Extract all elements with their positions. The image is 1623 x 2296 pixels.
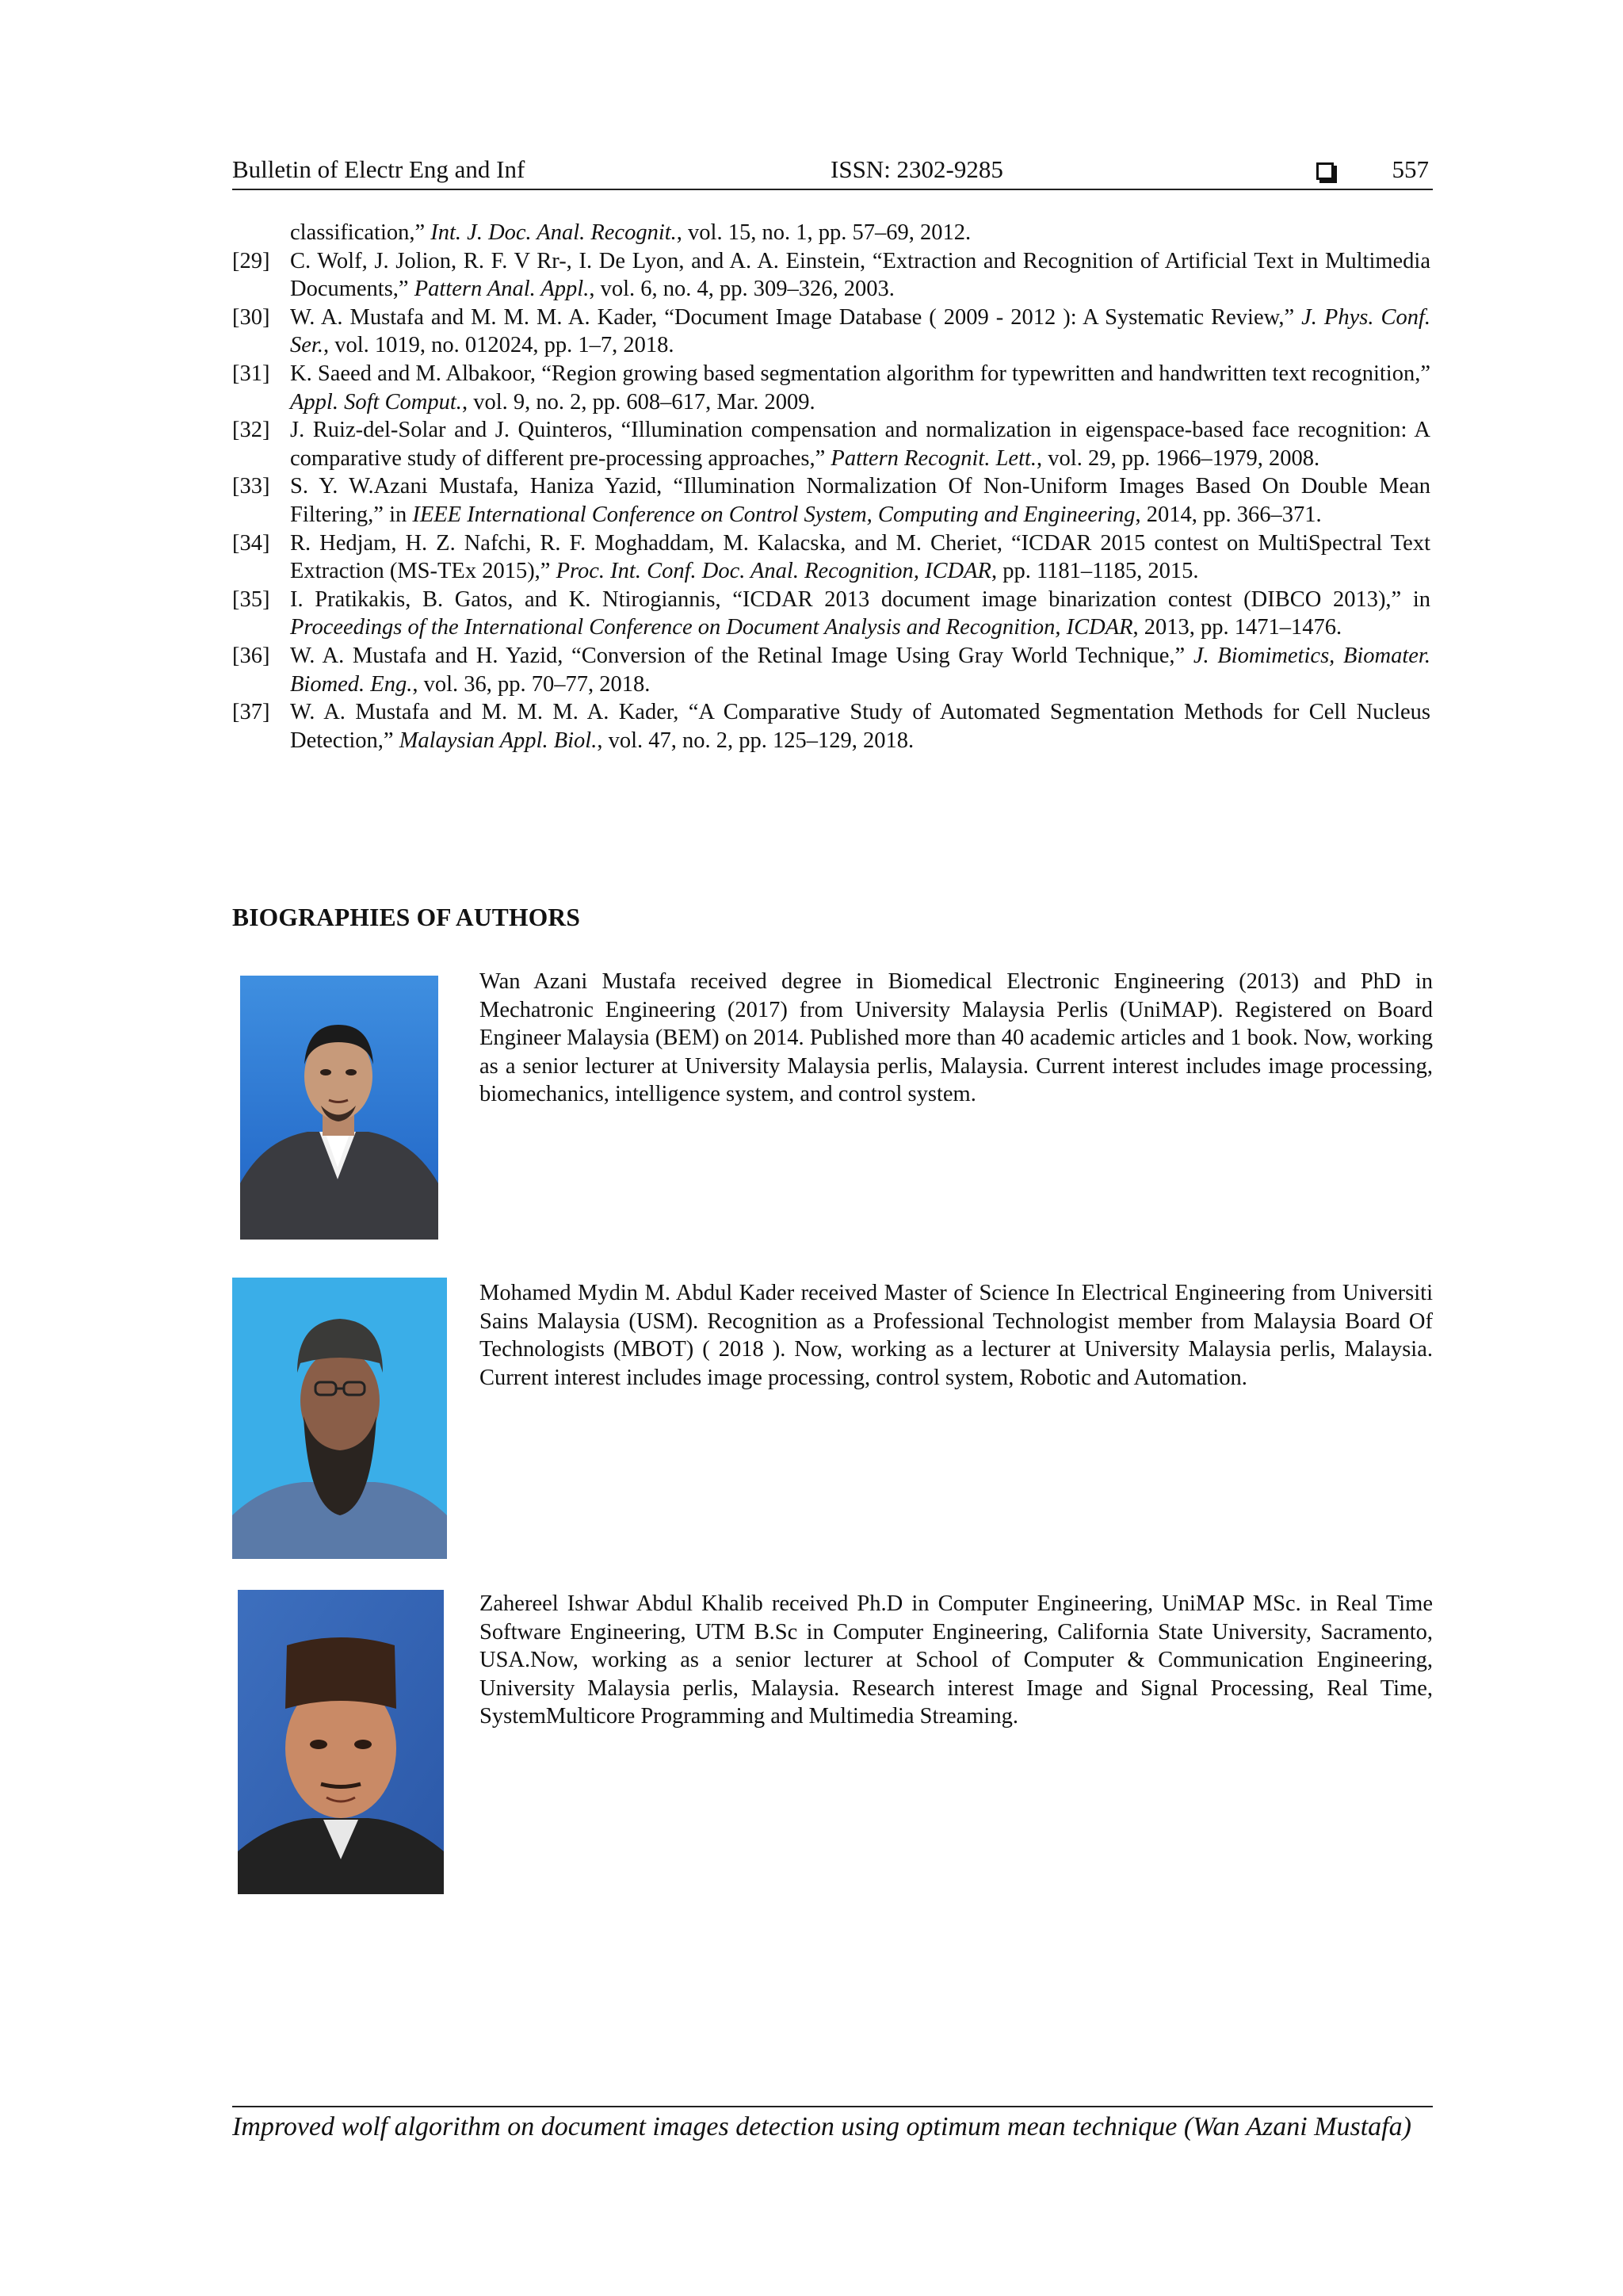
reference-item bbox=[232, 529, 1430, 586]
reference-journal: Pattern Anal. Appl. bbox=[414, 277, 590, 302]
reference-text: W. A. Mustafa and M. M. M. A. Kader, “Document Image Database ( 2009 - 2012 ): A Systematic Review,” bbox=[290, 304, 1302, 330]
author-photo bbox=[232, 969, 444, 1240]
reference-journal: Appl. Soft Comput. bbox=[290, 389, 462, 415]
reference-body bbox=[290, 698, 1430, 755]
reference-text: , vol. 29, pp. 1966–1979, 2008. bbox=[1037, 445, 1320, 471]
reference-body bbox=[290, 416, 1430, 472]
author-photo bbox=[238, 1590, 444, 1894]
reference-number: [33] bbox=[232, 474, 270, 499]
reference-body bbox=[290, 360, 1430, 416]
reference-item bbox=[232, 416, 1430, 472]
reference-journal: Malaysian Appl. Biol. bbox=[399, 728, 598, 753]
reference-number: [32] bbox=[232, 418, 270, 443]
reference-body bbox=[290, 472, 1430, 529]
reference-number: [29] bbox=[232, 248, 270, 273]
checkbox-square-icon bbox=[1316, 162, 1334, 180]
author-portrait-image bbox=[232, 969, 444, 1240]
reference-text: C. Wolf, J. Jolion, R. F. V Rr-, I. De Lyon, and A. A. Einstein, “Extraction and Recognition of Artificial Text in Multimedia Documents,” bbox=[290, 248, 1430, 302]
reference-item bbox=[232, 247, 1430, 304]
reference-continuation bbox=[232, 219, 1430, 247]
reference-text: I. Pratikakis, B. Gatos, and K. Ntirogiannis, “ICDAR 2013 document image binarization contest (DIBCO 2013),” in bbox=[290, 586, 1430, 612]
reference-text: , pp. 1181–1185, 2015. bbox=[991, 559, 1199, 584]
reference-body bbox=[290, 529, 1430, 586]
reference-text: J. Ruiz-del-Solar and J. Quinteros, “Illumination compensation and normalization in eigenspace-based face recognition: A comparative study of different pre-processing approaches,” bbox=[290, 418, 1430, 471]
reference-body bbox=[290, 642, 1430, 698]
reference-item bbox=[232, 360, 1430, 416]
references-list bbox=[232, 219, 1430, 755]
author-bio: Mohamed Mydin M. Abdul Kader received Master of Science In Electrical Engineering from Universiti Sains Malaysia (USM). Recognition as a Professional Technologist member from Malaysia Board Of Technologists (MBOT) ( 2018 ). Now, working as a lecturer at University Malaysia perlis, Malaysia. Current interest includes image processing, control system, Robotic and Automation. bbox=[479, 1281, 1433, 1390]
reference-text: , 2014, pp. 366–371. bbox=[1135, 502, 1322, 527]
reference-text: R. Hedjam, H. Z. Nafchi, R. F. Moghaddam, M. Kalacska, and M. Cheriet, “ICDAR 2015 contest on MultiSpectral Text Extraction (MS-TEx 2015),” bbox=[290, 530, 1430, 584]
reference-journal: Int. J. Doc. Anal. Recognit. bbox=[430, 220, 677, 245]
page-footer: Improved wolf algorithm on document images detection using optimum mean technique (Wan Azani Mustafa) bbox=[232, 2106, 1433, 2142]
issn: ISSN: 2302-9285 bbox=[831, 155, 1003, 183]
biographies-heading: BIOGRAPHIES OF AUTHORS bbox=[232, 904, 581, 931]
reference-text: , vol. 9, no. 2, pp. 608–617, Mar. 2009. bbox=[461, 389, 815, 415]
reference-number: [34] bbox=[232, 530, 270, 556]
reference-number: [37] bbox=[232, 700, 270, 725]
reference-text: , vol. 6, no. 4, pp. 309–326, 2003. bbox=[589, 277, 895, 302]
reference-text: , vol. 1019, no. 012024, pp. 1–7, 2018. bbox=[323, 333, 674, 358]
reference-text: W. A. Mustafa and H. Yazid, “Conversion of the Retinal Image Using Gray World Technique,” bbox=[290, 643, 1193, 668]
reference-text: , 2013, pp. 1471–1476. bbox=[1132, 615, 1342, 640]
reference-journal: Proceedings of the International Conference on Document Analysis and Recognition, ICDAR bbox=[290, 615, 1133, 640]
reference-journal: Pattern Recognit. Lett. bbox=[831, 445, 1037, 471]
reference-number: [31] bbox=[232, 361, 270, 386]
reference-body bbox=[290, 304, 1430, 360]
reference-text: , vol. 36, pp. 70–77, 2018. bbox=[412, 671, 651, 697]
reference-journal: J. Phys. Conf. Ser. bbox=[290, 304, 1430, 358]
reference-journal: Proc. Int. Conf. Doc. Anal. Recognition, ICDAR bbox=[556, 559, 991, 584]
reference-text: S. Y. W.Azani Mustafa, Haniza Yazid, “Illumination Normalization Of Non-Uniform Images Based On Double Mean Filtering,” in bbox=[290, 474, 1430, 527]
reference-journal: IEEE International Conference on Control System, Computing and Engineering bbox=[412, 502, 1136, 527]
reference-journal: J. Biomimetics, Biomater. Biomed. Eng. bbox=[290, 643, 1430, 697]
reference-text: W. A. Mustafa and M. M. M. A. Kader, “A Comparative Study of Automated Segmentation Methods for Cell Nucleus Detection,” bbox=[290, 700, 1430, 753]
reference-item bbox=[232, 304, 1430, 360]
reference-item bbox=[232, 472, 1430, 529]
reference-number: [35] bbox=[232, 586, 270, 612]
reference-item bbox=[232, 698, 1430, 755]
reference-text: , vol. 47, no. 2, pp. 125–129, 2018. bbox=[597, 728, 915, 753]
page-number: 557 bbox=[1392, 155, 1429, 183]
reference-number: [36] bbox=[232, 643, 270, 668]
reference-item bbox=[232, 586, 1430, 642]
reference-item bbox=[232, 642, 1430, 698]
reference-body bbox=[290, 586, 1430, 642]
author-bio: Zahereel Ishwar Abdul Khalib received Ph.D in Computer Engineering, UniMAP MSc. in Real Time Software Engineering, UTM B.Sc in Computer Engineering, California State University, Sacramento, USA.Now, working as a senior lecturer at School of Computer & Communication Engineering, University Malaysia perlis, Malaysia. Research interest Image and Signal Processing, Real Time, SystemMulticore Programming and Multimedia Streaming. bbox=[479, 1591, 1433, 1729]
reference-text: classification,” bbox=[290, 220, 431, 245]
reference-text: , vol. 15, no. 1, pp. 57–69, 2012. bbox=[676, 220, 972, 245]
author-portrait-image bbox=[238, 1590, 444, 1894]
reference-number: [30] bbox=[232, 304, 270, 330]
reference-text: K. Saeed and M. Albakoor, “Region growing based segmentation algorithm for typewritten and handwritten text recognition,” bbox=[290, 361, 1430, 386]
author-bio: Wan Azani Mustafa received degree in Biomedical Electronic Engineering (2013) and PhD in Mechatronic Engineering (2017) from University Malaysia Perlis (UniMAP). Registered on Board Engineer Malaysia (BEM) on 2014. Published more than 40 academic articles and 1 book. Now, working as a senior lecturer at University Malaysia perlis, Malaysia. Current interest includes image processing, biomechanics, intelligence system, and control system. bbox=[479, 969, 1433, 1107]
page-header bbox=[232, 152, 1433, 190]
author-photo bbox=[232, 1278, 447, 1559]
journal-name: Bulletin of Electr Eng and Inf bbox=[232, 155, 525, 183]
author-portrait-image bbox=[232, 1278, 447, 1559]
reference-body bbox=[290, 247, 1430, 304]
